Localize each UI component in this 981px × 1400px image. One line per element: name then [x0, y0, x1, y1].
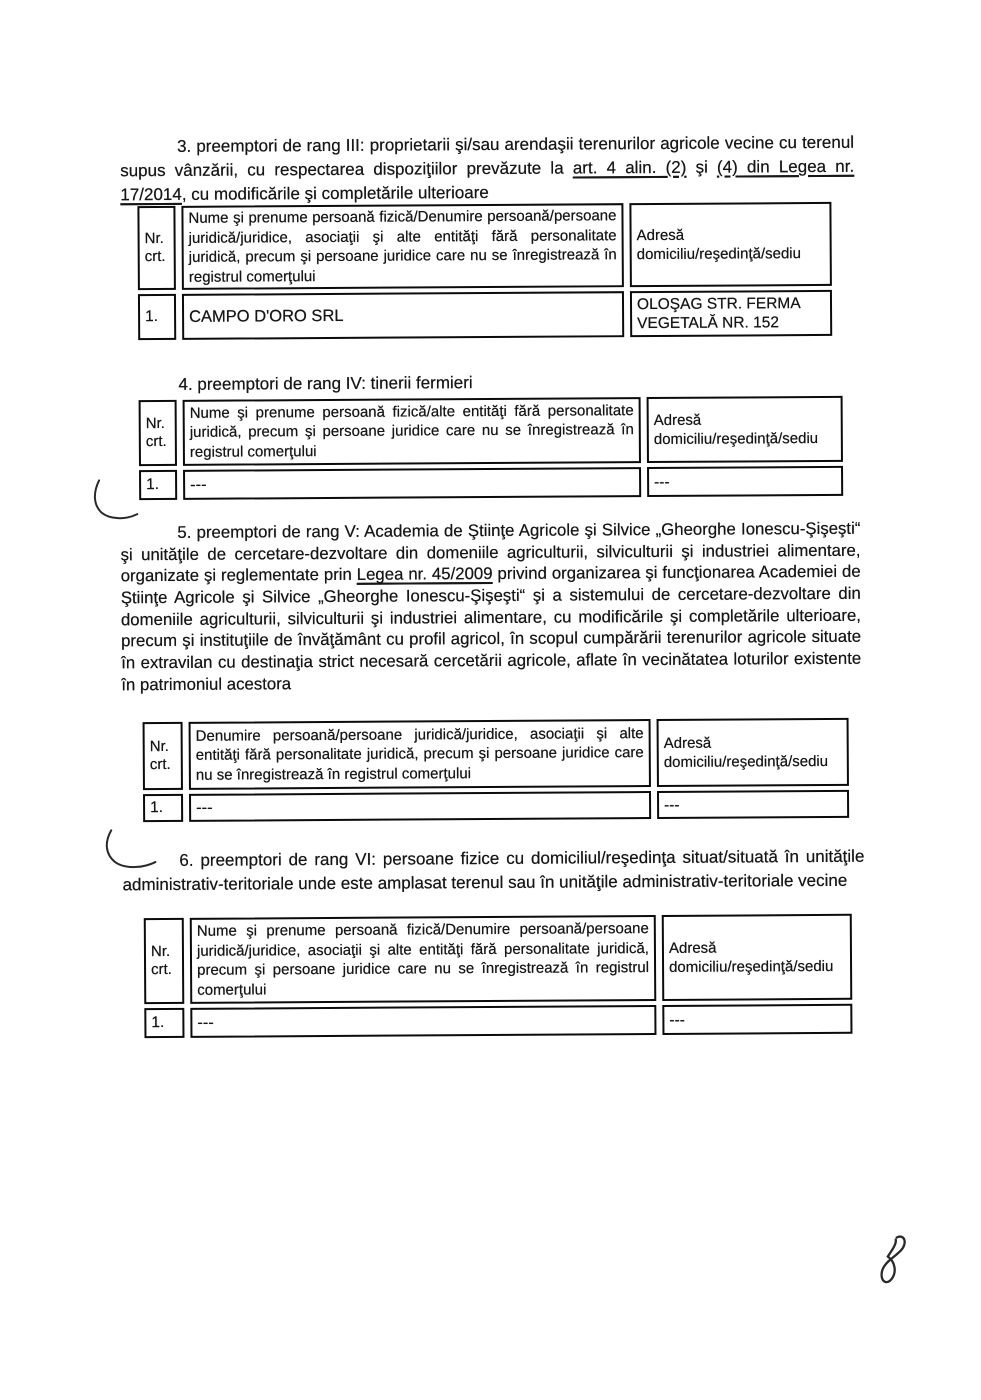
heading-rank4: 4. preemptori de rang IV: tinerii fermieri	[178, 373, 473, 394]
paragraph-rank3-text: , cu modificările şi completările ulterioare	[181, 183, 489, 204]
handwritten-page-number	[872, 1231, 918, 1295]
table-header-row	[143, 718, 849, 790]
table-rank3-preemptors	[131, 198, 838, 344]
cell-row-number: 1.	[138, 294, 176, 340]
paragraph-rank3	[120, 131, 854, 207]
col-header-nr-crt: Nr. crt.	[143, 722, 183, 790]
cell-name: ---	[190, 1005, 656, 1038]
table-row	[144, 1004, 852, 1038]
paragraph-rank3-text: 3. preemptori de rang III: proprietarii şi/sau arendaşii terenurilor agricole vecine cu terenul supus vânzării, cu respectarea dispoziţiilor prevăzute la	[120, 132, 855, 181]
col-header-nr-crt: Nr. crt.	[137, 206, 176, 290]
col-header-nr-crt: Nr. crt.	[139, 400, 177, 466]
col-header-name: Nume şi prenume persoană fizică/alte entităţi fără personalitate juridică, precum şi persoane juridice care nu se înregistrează în registrul comerţului	[183, 397, 641, 466]
table-row	[139, 466, 843, 500]
table-rank4-preemptors	[133, 392, 850, 504]
paragraph-rank5	[120, 518, 861, 696]
col-header-address: Adresă domiciliu/reşedinţă/sediu	[647, 396, 843, 463]
cell-address: ---	[662, 1004, 852, 1035]
col-header-address: Adresă domiciliu/reşedinţă/sediu	[629, 202, 832, 287]
col-header-name: Nume şi prenume persoană fizică/Denumire persoană/persoane juridică/juridice, asociaţii şi alte entităţi fără personalitate juridică, precum şi persoane juridice care nu se înregistrează în registrul comerţului	[190, 915, 657, 1004]
table-row	[143, 790, 849, 822]
cell-name: ---	[183, 467, 641, 500]
paragraph-rank5-text: 5. preemptori de rang V: Academia de Ştiinţe Agricole şi Silvice „Gheorghe Ionescu-Şişeşti“ şi unităţile de cercetare-dezvoltare din domeniile agriculturii, silviculturii şi industriei alimentare, organizate şi reglementate prin	[120, 518, 861, 586]
legal-reference-law-45-2009: Legea nr. 45/2009	[356, 564, 493, 585]
table-header-row	[144, 914, 853, 1004]
cell-address: OLOŞAG STR. FERMA VEGETALĂ NR. 152	[630, 290, 832, 337]
cell-row-number: 1.	[143, 794, 183, 822]
table-header-row	[139, 396, 843, 466]
cell-row-number: 1.	[139, 470, 177, 500]
paragraph-rank6: 6. preemptori de rang VI: persoane fizice cu domiciliul/reşedinţa situat/situată în unităţile administrativ-teritoriale unde este amplasat terenul sau în unităţile administrativ-teritoriale vecine	[122, 846, 865, 894]
col-header-name: Denumire persoană/persoane juridică/juridice, asociaţii şi alte entităţi fără personalitate juridică, precum şi persoane juridice care nu se înregistrează în registrul comerţului	[189, 719, 651, 790]
table-rank6-preemptors	[138, 910, 859, 1042]
col-header-address: Adresă domiciliu/reşedinţă/sediu	[662, 914, 853, 1001]
legal-reference-art4: art. 4 alin. (2)	[572, 157, 687, 178]
col-header-nr-crt: Nr. crt.	[144, 918, 185, 1004]
col-header-address: Adresă domiciliu/reşedinţă/sediu	[657, 718, 849, 787]
paragraph-rank5-text: privind organizarea şi funcţionarea Academiei de Ştiinţe Agricole şi Silvice „Gheorghe Ionescu-Şişeşti“ şi a sistemului de cercetare-dezvoltare din domeniile agriculturii, silviculturii şi industriei alimentare, cu modificările şi completările ulterioare, precum şi instituţiile de învăţământ cu profil agricol, în scopul cumpărării terenurilor agricole situate în extravilan cu destinaţia strict necesară cercetării agricole, aflate în vecinătatea loturilor existente în patrimoniul acestora	[120, 561, 862, 694]
table-row	[138, 290, 832, 340]
table-header-row	[137, 202, 832, 290]
paragraph-rank3-text: şi	[686, 157, 718, 177]
cell-row-number: 1.	[144, 1008, 184, 1038]
cell-address: ---	[657, 790, 849, 819]
cell-address: ---	[647, 466, 843, 497]
legal-reference-law-17-2014: (4) din Legea nr. 17/2014	[120, 156, 855, 205]
table-rank5-preemptors	[137, 714, 856, 826]
cell-name: CAMPO D'ORO SRL	[182, 291, 624, 340]
col-header-name: Nume şi prenume persoană fizică/Denumire persoană/persoane juridică/juridice, asociaţii şi alte entităţi fără personalitate juridică, precum şi persoane juridice care nu se înregistrează în registrul comerţului	[181, 203, 624, 290]
cell-name: ---	[189, 791, 651, 822]
